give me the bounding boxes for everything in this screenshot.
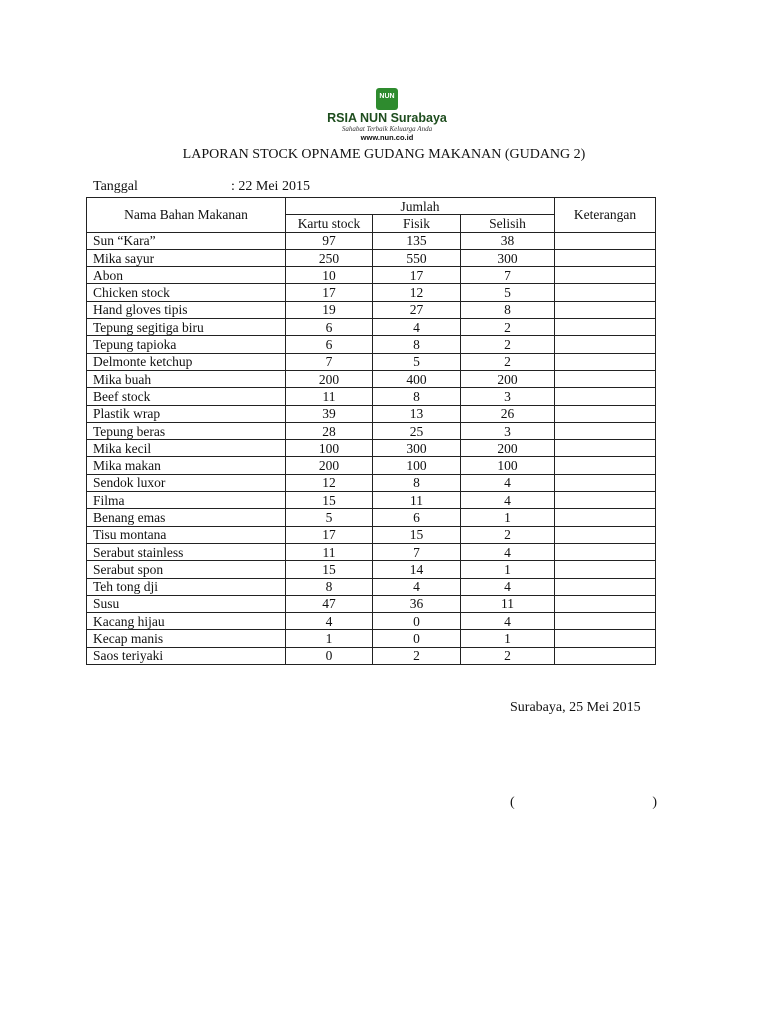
table-row <box>87 249 656 266</box>
item-name-cell: Chicken stock <box>87 284 286 301</box>
keterangan-cell <box>555 405 656 422</box>
item-name-cell: Delmonte ketchup <box>87 353 286 370</box>
kartu-stock-cell: 11 <box>286 543 373 560</box>
table-row <box>87 405 656 422</box>
kartu-stock-cell: 4 <box>286 613 373 630</box>
fisik-cell: 6 <box>373 509 461 526</box>
keterangan-cell <box>555 370 656 387</box>
kartu-stock-cell: 12 <box>286 474 373 491</box>
keterangan-cell <box>555 353 656 370</box>
keterangan-cell <box>555 440 656 457</box>
selisih-cell: 100 <box>461 457 555 474</box>
kartu-stock-cell: 17 <box>286 526 373 543</box>
keterangan-cell <box>555 578 656 595</box>
table-row <box>87 509 656 526</box>
table-row <box>87 647 656 664</box>
item-name-cell: Serabut spon <box>87 561 286 578</box>
fisik-cell: 17 <box>373 267 461 284</box>
table-row <box>87 595 656 612</box>
fisik-cell: 7 <box>373 543 461 560</box>
table-row <box>87 492 656 509</box>
item-name-cell: Susu <box>87 595 286 612</box>
kartu-stock-cell: 17 <box>286 284 373 301</box>
fisik-cell: 135 <box>373 232 461 249</box>
logo-icon <box>376 88 398 110</box>
kartu-stock-cell: 8 <box>286 578 373 595</box>
item-name-cell: Beef stock <box>87 388 286 405</box>
selisih-cell: 1 <box>461 630 555 647</box>
stock-table <box>86 197 656 665</box>
fisik-cell: 300 <box>373 440 461 457</box>
item-name-cell: Sun “Kara” <box>87 232 286 249</box>
table-row <box>87 336 656 353</box>
selisih-cell: 5 <box>461 284 555 301</box>
item-name-cell: Tepung beras <box>87 422 286 439</box>
item-name-cell: Mika buah <box>87 370 286 387</box>
item-name-cell: Hand gloves tipis <box>87 301 286 318</box>
selisih-cell: 4 <box>461 543 555 560</box>
selisih-cell: 1 <box>461 561 555 578</box>
table-row <box>87 370 656 387</box>
date-label: Tanggal <box>93 179 138 194</box>
header-jumlah: Jumlah <box>286 198 555 215</box>
item-name-cell: Mika kecil <box>87 440 286 457</box>
keterangan-cell <box>555 526 656 543</box>
table-row <box>87 474 656 491</box>
fisik-cell: 4 <box>373 319 461 336</box>
header-fisik: Fisik <box>373 215 461 232</box>
table-row <box>87 319 656 336</box>
keterangan-cell <box>555 422 656 439</box>
keterangan-cell <box>555 509 656 526</box>
fisik-cell: 2 <box>373 647 461 664</box>
selisih-cell: 2 <box>461 647 555 664</box>
kartu-stock-cell: 1 <box>286 630 373 647</box>
keterangan-cell <box>555 630 656 647</box>
table-row <box>87 578 656 595</box>
hospital-logo <box>322 88 452 144</box>
table-row <box>87 457 656 474</box>
fisik-cell: 550 <box>373 249 461 266</box>
keterangan-cell <box>555 543 656 560</box>
table-row <box>87 267 656 284</box>
table-row <box>87 284 656 301</box>
selisih-cell: 7 <box>461 267 555 284</box>
signature-close-paren: ) <box>652 795 657 810</box>
kartu-stock-cell: 5 <box>286 509 373 526</box>
item-name-cell: Plastik wrap <box>87 405 286 422</box>
keterangan-cell <box>555 319 656 336</box>
table-row <box>87 301 656 318</box>
item-name-cell: Abon <box>87 267 286 284</box>
header-kartu-stock: Kartu stock <box>286 215 373 232</box>
table-row <box>87 561 656 578</box>
item-name-cell: Kacang hijau <box>87 613 286 630</box>
kartu-stock-cell: 15 <box>286 492 373 509</box>
table-row <box>87 526 656 543</box>
item-name-cell: Tepung tapioka <box>87 336 286 353</box>
fisik-cell: 14 <box>373 561 461 578</box>
keterangan-cell <box>555 613 656 630</box>
item-name-cell: Teh tong dji <box>87 578 286 595</box>
item-name-cell: Serabut stainless <box>87 543 286 560</box>
header-keterangan: Keterangan <box>555 198 656 233</box>
selisih-cell: 11 <box>461 595 555 612</box>
logo-url: www.nun.co.id <box>360 133 414 142</box>
fisik-cell: 8 <box>373 474 461 491</box>
fisik-cell: 0 <box>373 613 461 630</box>
selisih-cell: 4 <box>461 492 555 509</box>
item-name-cell: Tisu montana <box>87 526 286 543</box>
selisih-cell: 1 <box>461 509 555 526</box>
fisik-cell: 5 <box>373 353 461 370</box>
selisih-cell: 200 <box>461 440 555 457</box>
kartu-stock-cell: 6 <box>286 319 373 336</box>
signature-open-paren: ( <box>510 795 515 810</box>
item-name-cell: Sendok luxor <box>87 474 286 491</box>
fisik-cell: 13 <box>373 405 461 422</box>
keterangan-cell <box>555 336 656 353</box>
fisik-cell: 12 <box>373 284 461 301</box>
fisik-cell: 0 <box>373 630 461 647</box>
keterangan-cell <box>555 301 656 318</box>
keterangan-cell <box>555 457 656 474</box>
kartu-stock-cell: 200 <box>286 457 373 474</box>
fisik-cell: 8 <box>373 388 461 405</box>
kartu-stock-cell: 19 <box>286 301 373 318</box>
fisik-cell: 15 <box>373 526 461 543</box>
selisih-cell: 4 <box>461 474 555 491</box>
logo-mark-text: NUN <box>379 93 395 100</box>
selisih-cell: 38 <box>461 232 555 249</box>
keterangan-cell <box>555 388 656 405</box>
header-selisih: Selisih <box>461 215 555 232</box>
keterangan-cell <box>555 474 656 491</box>
item-name-cell: Filma <box>87 492 286 509</box>
date-row <box>93 179 310 195</box>
keterangan-cell <box>555 267 656 284</box>
kartu-stock-cell: 7 <box>286 353 373 370</box>
kartu-stock-cell: 200 <box>286 370 373 387</box>
selisih-cell: 3 <box>461 422 555 439</box>
fisik-cell: 100 <box>373 457 461 474</box>
kartu-stock-cell: 28 <box>286 422 373 439</box>
kartu-stock-cell: 100 <box>286 440 373 457</box>
document-title: LAPORAN STOCK OPNAME GUDANG MAKANAN (GUDANG 2) <box>182 147 586 162</box>
date-value: : 22 Mei 2015 <box>231 179 310 194</box>
kartu-stock-cell: 11 <box>286 388 373 405</box>
table-row <box>87 232 656 249</box>
selisih-cell: 300 <box>461 249 555 266</box>
item-name-cell: Benang emas <box>87 509 286 526</box>
selisih-cell: 4 <box>461 613 555 630</box>
keterangan-cell <box>555 595 656 612</box>
item-name-cell: Mika makan <box>87 457 286 474</box>
stock-table-body <box>87 232 656 664</box>
selisih-cell: 2 <box>461 353 555 370</box>
kartu-stock-cell: 6 <box>286 336 373 353</box>
item-name-cell: Mika sayur <box>87 249 286 266</box>
table-row <box>87 613 656 630</box>
kartu-stock-cell: 0 <box>286 647 373 664</box>
header-row <box>87 198 656 215</box>
fisik-cell: 25 <box>373 422 461 439</box>
keterangan-cell <box>555 249 656 266</box>
kartu-stock-cell: 39 <box>286 405 373 422</box>
logo-name: RSIA NUN Surabaya <box>327 111 447 125</box>
fisik-cell: 36 <box>373 595 461 612</box>
selisih-cell: 2 <box>461 336 555 353</box>
kartu-stock-cell: 97 <box>286 232 373 249</box>
selisih-cell: 2 <box>461 319 555 336</box>
city-date: Surabaya, 25 Mei 2015 <box>510 700 641 715</box>
kartu-stock-cell: 10 <box>286 267 373 284</box>
keterangan-cell <box>555 232 656 249</box>
fisik-cell: 4 <box>373 578 461 595</box>
fisik-cell: 8 <box>373 336 461 353</box>
fisik-cell: 27 <box>373 301 461 318</box>
selisih-cell: 8 <box>461 301 555 318</box>
keterangan-cell <box>555 647 656 664</box>
keterangan-cell <box>555 492 656 509</box>
kartu-stock-cell: 47 <box>286 595 373 612</box>
table-row <box>87 440 656 457</box>
keterangan-cell <box>555 284 656 301</box>
selisih-cell: 26 <box>461 405 555 422</box>
kartu-stock-cell: 15 <box>286 561 373 578</box>
table-row <box>87 630 656 647</box>
table-row <box>87 422 656 439</box>
selisih-cell: 200 <box>461 370 555 387</box>
table-row <box>87 543 656 560</box>
keterangan-cell <box>555 561 656 578</box>
selisih-cell: 3 <box>461 388 555 405</box>
kartu-stock-cell: 250 <box>286 249 373 266</box>
table-row <box>87 353 656 370</box>
fisik-cell: 11 <box>373 492 461 509</box>
table-row <box>87 388 656 405</box>
fisik-cell: 400 <box>373 370 461 387</box>
selisih-cell: 2 <box>461 526 555 543</box>
item-name-cell: Kecap manis <box>87 630 286 647</box>
header-name: Nama Bahan Makanan <box>87 198 286 233</box>
item-name-cell: Saos teriyaki <box>87 647 286 664</box>
logo-tagline: Sahabat Terbaik Keluarga Anda <box>341 125 433 133</box>
selisih-cell: 4 <box>461 578 555 595</box>
item-name-cell: Tepung segitiga biru <box>87 319 286 336</box>
